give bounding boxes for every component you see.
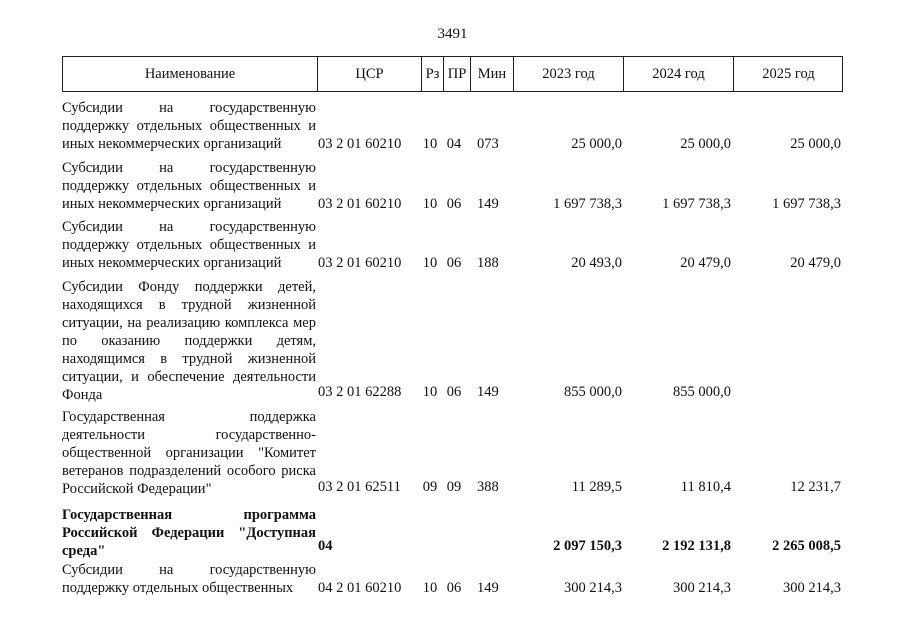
row-2023: 300 214,3 [564,580,622,596]
row-2024: 25 000,0 [680,136,731,152]
header-2025: 2025 год [733,57,843,91]
header-rz: Рз [421,57,443,91]
row-2023: 2 097 150,3 [553,538,622,554]
row-rz: 10 [422,136,438,152]
row-pr: 06 [446,255,462,271]
row-2025: 12 231,7 [790,479,841,495]
row-pr: 06 [446,580,462,596]
row-2025: 2 265 008,5 [772,538,841,554]
row-2025: 1 697 738,3 [772,196,841,212]
table-header [62,56,843,92]
header-pr: ПР [443,57,470,91]
row-rz: 10 [422,196,438,212]
row-csr: 03 2 01 60210 [318,196,402,212]
row-name: Субсидии на государственную поддержку отдельных общественных и иных некоммерческих организаций [62,219,316,271]
row-pr: 09 [446,479,462,495]
row-2023: 1 697 738,3 [553,196,622,212]
row-min: 188 [477,255,499,271]
row-name: Государственная поддержка деятельности государственно-общественной организации "Комитет ветеранов подразделений особого риска Российской Федерации" [62,409,316,497]
row-2024: 855 000,0 [673,384,731,400]
row-min: 149 [477,384,499,400]
row-min: 388 [477,479,499,495]
row-csr: 03 2 01 60210 [318,136,402,152]
row-pr: 04 [446,136,462,152]
row-csr: 03 2 01 60210 [318,255,402,271]
row-2025: 300 214,3 [783,580,841,596]
row-rz: 10 [422,255,438,271]
row-2024: 1 697 738,3 [662,196,731,212]
row-name: Субсидии Фонду поддержки детей, находящихся в трудной жизненной ситуации, на реализацию комплекса мер по оказанию поддержки детям, находящимся в трудной жизненной ситуации, и обеспечение деятельности Фонда [62,279,316,403]
row-2025: 20 479,0 [790,255,841,271]
row-rz: 09 [422,479,438,495]
row-2023: 20 493,0 [571,255,622,271]
header-min: Мин [470,57,513,91]
row-min: 149 [477,580,499,596]
row-2023: 855 000,0 [564,384,622,400]
header-2024: 2024 год [623,57,733,91]
row-csr: 03 2 01 62511 [318,479,401,495]
header-csr: ЦСР [317,57,421,91]
row-csr: 04 2 01 60210 [318,580,402,596]
row-pr: 06 [446,196,462,212]
row-name: Государственная программа Российской Федерации "Доступная среда" [62,507,316,559]
row-2024: 300 214,3 [673,580,731,596]
row-name: Субсидии на государственную поддержку отдельных общественных и иных некоммерческих организаций [62,100,316,152]
row-2024: 2 192 131,8 [662,538,731,554]
row-min: 073 [477,136,499,152]
row-min: 149 [477,196,499,212]
row-csr: 03 2 01 62288 [318,384,402,400]
row-2024: 20 479,0 [680,255,731,271]
row-name: Субсидии на государственную поддержку отдельных общественных [62,562,316,596]
page-number: 3491 [437,26,468,42]
header-name: Наименование [144,66,236,82]
row-rz: 10 [422,384,438,400]
header-2023: 2023 год [513,57,623,91]
row-csr: 04 [318,538,333,554]
row-rz: 10 [422,580,438,596]
row-2025: 25 000,0 [790,136,841,152]
row-2024: 11 810,4 [680,479,731,495]
row-pr: 06 [446,384,462,400]
row-2023: 11 289,5 [571,479,622,495]
row-name: Субсидии на государственную поддержку отдельных общественных и иных некоммерческих организаций [62,160,316,212]
row-2023: 25 000,0 [571,136,622,152]
